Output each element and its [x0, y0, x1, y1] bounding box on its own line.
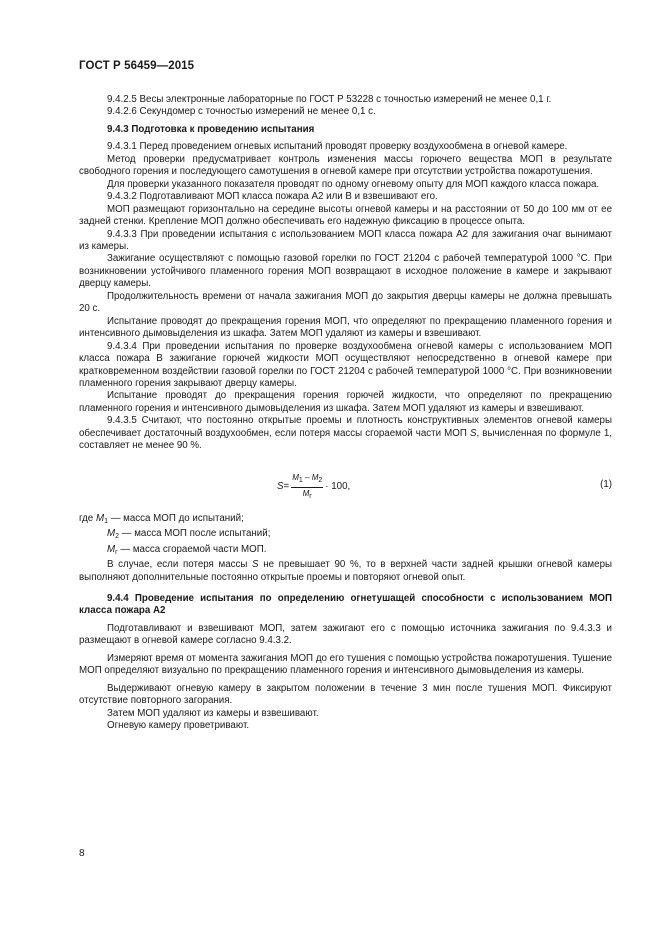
- formula-minus: –: [302, 472, 312, 482]
- paragraph-9-4-2-6: 9.4.2.6 Секундомер с точностью измерений не менее 0,1 с.: [107, 106, 376, 118]
- variable-sub: 2: [115, 533, 120, 541]
- paragraph-9-4-3-5: [79, 415, 612, 452]
- paragraph-test-b: Испытание проводят до прекращения горения горючей жидкости, что определяют по прекращению пламенного горения и интенсивного дымовыделения из шкафа. Затем МОП удаляют из камеры и взвешивают.: [79, 390, 612, 414]
- formula-fraction: [291, 473, 323, 502]
- text-before: В случае, если потеря массы: [107, 559, 253, 571]
- paragraph-duration: Продолжительность времени от начала зажигания МОП до закрытия дверцы камеры не должна превышать 20 с.: [79, 290, 612, 315]
- paragraph-9-4-3-1: 9.4.3.1 Перед проведением огневых испытаний проводят проверку воздухообмена в огневой камере.: [107, 141, 568, 153]
- variable-s: S: [252, 559, 259, 571]
- paragraph-prepare: Подготавливают и взвешивают МОП, затем зажигают его с помощью источника зажигания по 9.4.3.3 и размещают в огневой камере согласно 9.4.3.2.: [79, 622, 612, 647]
- variable-s: S: [469, 427, 477, 439]
- formula-denominator: [303, 488, 312, 502]
- text-after: не превышает 90 %, то в верхней части задней крышки огневой камеры выполняют дополнительные постоянно открытые проемы и повторяют огневой опыт.: [79, 559, 612, 583]
- variable-symbol: M: [95, 512, 105, 524]
- paragraph-mass-loss: [79, 559, 612, 584]
- numerator-m2-sub: 2: [318, 476, 323, 484]
- numerator-m2: M: [311, 472, 319, 482]
- variable-prefix: где: [79, 512, 96, 524]
- paragraph-placement: МОП размещают горизонтально на середине высоты огневой камеры и на расстоянии от 50 до 100 мм от ее задней стенки. Крепление МОП должно обеспечивать его надежную фиксацию в процессе опыта.: [79, 203, 612, 228]
- document-body: [79, 94, 612, 732]
- denominator-mg: M: [302, 488, 310, 498]
- document-header: ГОСТ Р 56459—2015: [79, 60, 195, 72]
- formula-tail: · 100,: [325, 480, 351, 492]
- text-after: , вычисленная по формуле 1, составляет не менее 90 %.: [79, 427, 612, 452]
- formula-lhs: S: [277, 480, 284, 492]
- page-number: 8: [79, 848, 85, 859]
- variable-symbol: M: [107, 528, 116, 540]
- variable-m2: [79, 528, 612, 543]
- formula-number: (1): [600, 478, 612, 490]
- variable-desc: — масса МОП после испытаний;: [119, 528, 271, 540]
- numerator-m1: M: [292, 472, 299, 482]
- text-before: 9.4.3.5 Считают, что постоянно открытые проемы и плотность конструктивных элементов огневой камеры обеспечивает достаточный воздухообмен, если потеря массы сгораемой части МОП: [79, 415, 612, 439]
- formula-numerator: [291, 473, 323, 488]
- variable-desc: — масса МОП до испытаний;: [107, 512, 244, 524]
- variable-sub: г: [115, 548, 118, 556]
- heading-9-4-3: 9.4.3 Подготовка к проведению испытания: [107, 123, 315, 135]
- paragraph-ignition: Зажигание осуществляют с помощью газовой горелки по ГОСТ 21204 с рабочей температурой 1000 °С. При возникновении устойчивого пламенного горения МОП возвращают в исходное положение в камере и закрывают дверцу камеры.: [79, 253, 612, 290]
- paragraph-9-4-3-4: 9.4.3.4 При проведении испытания по проверке воздухообмена огневой камеры с использованием МОП класса пожара В зажигание горючей жидкости МОП осуществляют непосредственно в огневой камере при кратковременном воздействии газовой горелки по ГОСТ 21204 с рабочей температурой 1000 °С. При возникновении пламенного горения закрывают дверцу камеры.: [79, 340, 612, 389]
- variable-desc: — масса сгораемой части МОП.: [117, 543, 267, 555]
- paragraph-9-4-3-2: 9.4.3.2 Подготавливают МОП класса пожара А2 или В и взвешивают его.: [107, 191, 438, 203]
- paragraph-test-a2: Испытание проводят до прекращения горения МОП, что определяют по прекращению пламенного горения и интенсивного дымовыделения из шкафа. Затем МОП удаляют из камеры и взвешивают.: [79, 315, 612, 340]
- formula-equals: =: [283, 480, 290, 492]
- variables-list: [79, 513, 612, 559]
- paragraph-ventilate: Огневую камеру проветривают.: [107, 720, 250, 732]
- numerator-m1-sub: 1: [298, 476, 303, 484]
- variable-sub: 1: [104, 517, 108, 525]
- paragraph-9-4-2-5: 9.4.2.5 Весы электронные лабораторные по ГОСТ Р 53228 с точностью измерений не менее 0,1 г.: [107, 94, 552, 105]
- variable-symbol: M: [107, 543, 116, 555]
- variable-m1: [79, 513, 612, 528]
- paragraph-9-4-3-3: 9.4.3.3 При проведении испытания с использованием МОП класса пожара А2 для зажигания очаг вынимают из камеры.: [79, 228, 612, 252]
- paragraph-check: Для проверки указанного показателя проводят по одному огневому опыту для МОП каждого класса пожара.: [107, 178, 600, 190]
- paragraph-remove: Затем МОП удаляют из камеры и взвешивают.: [107, 707, 319, 719]
- paragraph-measure: Измеряют время от момента зажигания МОП до его тушения с помощью устройства пожаротушения. Тушение МОП определяют визуально по прекращению пламенного горения и интенсивного дымовыделения из камеры.: [79, 652, 612, 677]
- denominator-mg-sub: г: [309, 492, 312, 500]
- heading-9-4-4: 9.4.4 Проведение испытания по определению огнетушащей способности с использованием МОП класса пожара А2: [79, 592, 612, 617]
- paragraph-hold: Выдерживают огневую камеру в закрытом положении в течение 3 мин после тушения МОП. Фиксируют отсутствие повторного загорания.: [79, 682, 612, 707]
- variable-mg: [79, 544, 612, 559]
- paragraph-method: Метод проверки предусматривает контроль изменения массы горючего вещества МОП в результате свободного горения и последующего самотушения в огневой камере при отсутствии устройства пожаротушения.: [79, 153, 612, 178]
- formula-1: [79, 467, 612, 505]
- formula-expression: [277, 473, 350, 502]
